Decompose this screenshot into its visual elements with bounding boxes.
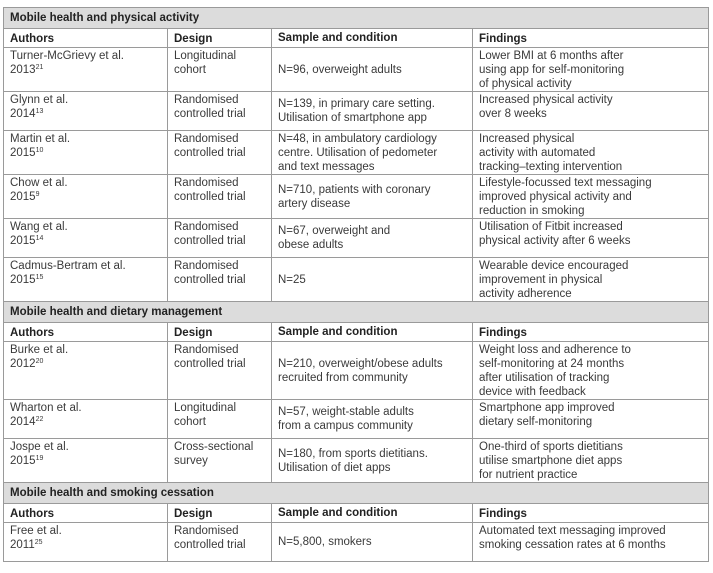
studies-table-body [4,8,709,562]
table-row [4,219,709,258]
authors-cell [4,92,168,131]
table-row [4,131,709,175]
sample-cell: N=139, in primary care setting. Utilisation of smartphone app [272,92,473,131]
reference-number: 13 [35,108,44,115]
author-name: Free et al. [10,525,62,537]
sample-cell: N=48, in ambulatory cardiology centre. Utilisation of pedometer and text messages [272,131,473,175]
sample-cell: N=180, from sports dietitians. Utilisation of diet apps [272,439,473,483]
section-title: Mobile health and dietary management [4,302,709,323]
sample-cell: N=25 [272,258,473,302]
reference-number: 19 [35,455,44,462]
table-row [4,92,709,131]
findings-cell: Automated text messaging improved smoking cessation rates at 6 months [473,523,709,562]
findings-cell: Wearable device encouraged improvement in physical activity adherence [473,258,709,302]
column-header-design: Design [168,323,272,342]
column-header-design: Design [168,504,272,523]
study-year: 2015 [10,455,36,467]
design-cell: Randomised controlled trial [168,175,272,219]
author-name: Wang et al. [10,221,68,233]
study-year: 2015 [10,147,36,159]
sample-cell: N=67, overweight and obese adults [272,219,473,258]
findings-cell: Utilisation of Fitbit increased physical activity after 6 weeks [473,219,709,258]
study-year: 2014 [10,416,36,428]
table-row [4,48,709,92]
column-header-row [4,323,709,342]
sample-cell: N=5,800, smokers [272,523,473,562]
sample-cell: N=57, weight-stable adults from a campus community [272,400,473,439]
reference-number: 20 [35,358,44,365]
authors-cell [4,48,168,92]
column-header-sample: Sample and condition [272,504,473,523]
table-row [4,439,709,483]
reference-number: 21 [35,64,44,71]
column-header-sample: Sample and condition [272,323,473,342]
column-header-authors: Authors [4,504,168,523]
findings-cell: Lower BMI at 6 months after using app for self-monitoring of physical activity [473,48,709,92]
design-cell: Randomised controlled trial [168,258,272,302]
findings-cell: Increased physical activity with automated tracking–texting intervention [473,131,709,175]
table-row [4,400,709,439]
column-header-row [4,504,709,523]
design-cell: Randomised controlled trial [168,523,272,562]
author-name: Turner-McGrievy et al. [10,50,124,62]
table-row [4,175,709,219]
design-cell: Randomised controlled trial [168,342,272,400]
author-name: Martin et al. [10,133,71,145]
sample-cell: N=710, patients with coronary artery disease [272,175,473,219]
studies-table [3,7,709,562]
column-header-sample: Sample and condition [272,29,473,48]
author-name: Wharton et al. [10,402,82,414]
column-header-authors: Authors [4,29,168,48]
design-cell: Randomised controlled trial [168,219,272,258]
design-cell: Cross-sectional survey [168,439,272,483]
reference-number: 15 [35,274,44,281]
design-cell: Randomised controlled trial [168,92,272,131]
findings-cell: Weight loss and adherence to self-monitoring at 24 months after utilisation of tracking device with feedback [473,342,709,400]
design-cell: Longitudinal cohort [168,400,272,439]
authors-cell [4,523,168,562]
design-cell: Longitudinal cohort [168,48,272,92]
section-header-row [4,8,709,29]
study-year: 2012 [10,358,36,370]
reference-number: 25 [34,539,43,546]
authors-cell [4,131,168,175]
author-name: Jospe et al. [10,441,69,453]
author-name: Chow et al. [10,177,68,189]
table-row [4,523,709,562]
author-name: Burke et al. [10,344,69,356]
reference-number: 22 [35,416,44,423]
authors-cell [4,258,168,302]
section-header-row [4,483,709,504]
table-row [4,342,709,400]
author-name: Glynn et al. [10,94,69,106]
study-year: 2015 [10,191,36,203]
column-header-findings: Findings [473,29,709,48]
study-year: 2013 [10,64,36,76]
study-year: 2015 [10,235,36,247]
reference-number: 10 [35,147,44,154]
authors-cell [4,219,168,258]
authors-cell [4,400,168,439]
table-row [4,258,709,302]
reference-number: 9 [35,191,40,198]
sample-cell: N=210, overweight/obese adults recruited from community [272,342,473,400]
column-header-row [4,29,709,48]
study-year: 2015 [10,274,36,286]
authors-cell [4,175,168,219]
study-year: 2014 [10,108,36,120]
reference-number: 14 [35,235,44,242]
findings-cell: One-third of sports dietitians utilise smartphone diet apps for nutrient practice [473,439,709,483]
design-cell: Randomised controlled trial [168,131,272,175]
authors-cell [4,342,168,400]
section-header-row [4,302,709,323]
column-header-findings: Findings [473,323,709,342]
findings-cell: Increased physical activity over 8 weeks [473,92,709,131]
section-title: Mobile health and smoking cessation [4,483,709,504]
author-name: Cadmus-Bertram et al. [10,260,126,272]
study-year: 2011 [10,539,35,551]
authors-cell [4,439,168,483]
column-header-authors: Authors [4,323,168,342]
findings-cell: Lifestyle-focussed text messaging improved physical activity and reduction in smoking [473,175,709,219]
sample-cell: N=96, overweight adults [272,48,473,92]
column-header-findings: Findings [473,504,709,523]
findings-cell: Smartphone app improved dietary self-monitoring [473,400,709,439]
section-title: Mobile health and physical activity [4,8,709,29]
column-header-design: Design [168,29,272,48]
